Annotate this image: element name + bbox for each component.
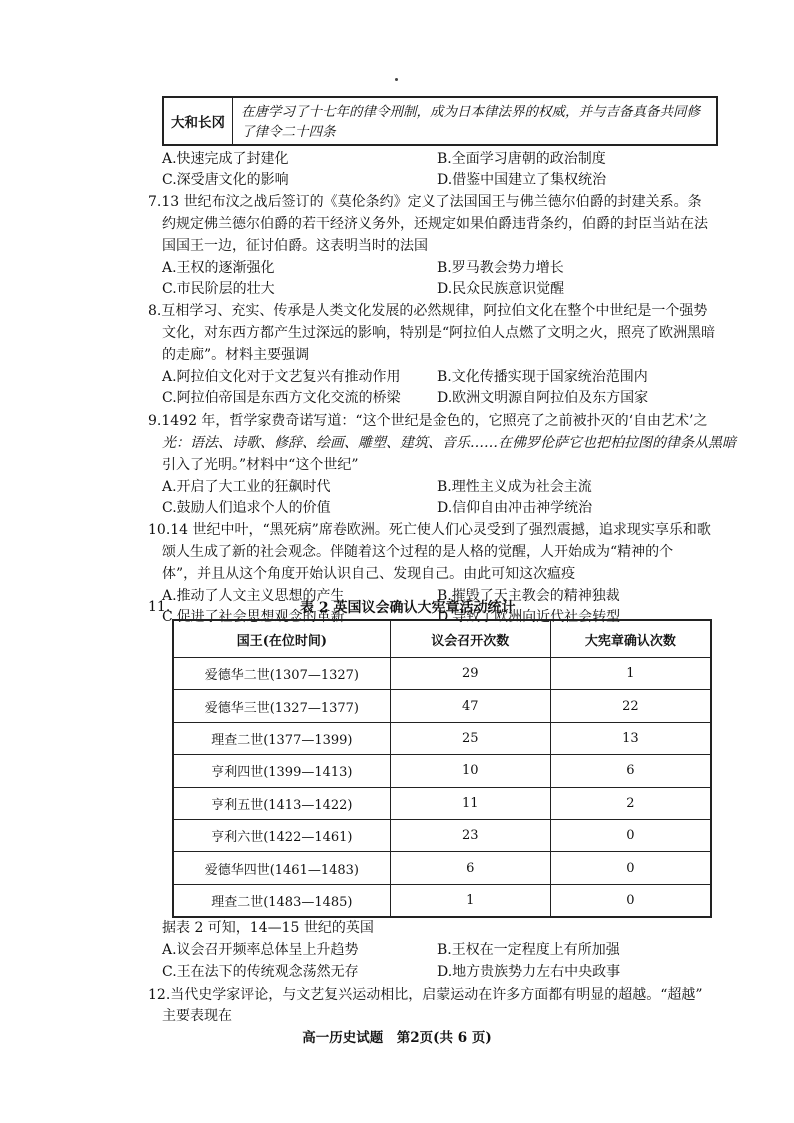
q10-stem-line2: 颂人生成了新的社会观念。伴随着这个过程的是人格的觉醒，人开始成为“精神的个 [162,544,674,560]
parliament-table [172,619,712,918]
table-row [173,722,711,754]
q7-option-a: A.王权的逐渐强化 [162,260,275,276]
cell-king: 亨利五世(1413—1422) [173,787,390,819]
cell-sessions: 29 [390,658,550,690]
top-table-name: 大和长冈 [164,98,233,144]
cell-sessions: 1 [390,884,550,917]
cell-king: 爱德华四世(1461—1483) [173,852,390,884]
cell-confirmations: 0 [550,852,711,884]
q9-option-a: A.开启了大工业的狂飙时代 [162,479,331,495]
q7-option-b: B.罗马教会势力增长 [437,260,564,276]
q7-option-d: D.民众民族意识觉醒 [437,281,565,297]
header-sessions: 议会召开次数 [390,620,550,658]
table-row [173,819,711,851]
q8-option-b: B.文化传播实现于国家统治范围内 [437,369,648,385]
cell-king: 亨利四世(1399—1413) [173,755,390,787]
cell-sessions: 23 [390,819,550,851]
table-header-row [173,620,711,658]
top-table-desc: 在唐学习了十七年的律令刑制，成为日本律法界的权威，并与吉备真备共同修了律令二十四条 [241,104,700,140]
q9-stem-line3: 引入了光明。”材料中“这个世纪” [162,457,359,473]
q10-stem-line1: 10.14 世纪中叶，“黑死病”席卷欧洲。死亡使人们心灵受到了强烈震撼，追求现实享乐和歌 [148,522,711,538]
q10-option-b: B.摧毁了天主教会的精神独裁 [437,588,620,604]
q6-option-d: D.借鉴中国建立了集权统治 [437,172,607,188]
q9-option-c: C.鼓励人们追求个人的价值 [162,500,331,516]
q8-stem-line2: 文化，对东西方都产生过深远的影响，特别是“阿拉伯人点燃了文明之火，照亮了欧洲黑暗 [162,325,716,341]
cell-sessions: 47 [390,690,550,722]
scan-speck [395,78,398,81]
table-row [173,884,711,917]
cell-confirmations: 13 [550,722,711,754]
cell-sessions: 10 [390,755,550,787]
header-king: 国王(在位时间) [173,620,390,658]
q10-option-d: D.导致了欧洲向近代社会转型 [437,609,621,625]
q11-option-b: B.王权在一定程度上有所加强 [437,942,620,958]
top-table [162,96,718,146]
table-row [173,852,711,884]
q8-stem-line1: 8.互相学习、充实、传承是人类文化发展的必然规律，阿拉伯文化在整个中世纪是一个强势 [148,303,708,319]
q11-option-a: A.议会召开频率总体呈上升趋势 [162,942,359,958]
q7-stem-line1: 7.13 世纪布汶之战后签订的《莫伦条约》定义了法国国王与佛兰德尔伯爵的封建关系。条 [148,194,702,210]
cell-sessions: 25 [390,722,550,754]
table-caption: 表 2 英国议会确认大宪章活动统计 [300,600,516,616]
cell-confirmations: 0 [550,884,711,917]
table-row [173,787,711,819]
cell-confirmations: 22 [550,690,711,722]
header-confirmations: 大宪章确认次数 [550,620,711,658]
table-row [173,658,711,690]
q6-option-a: A.快速完成了封建化 [162,151,289,167]
q7-stem-line3: 国国王一边，征讨伯爵。这表明当时的法国 [162,238,428,254]
q11-option-d: D.地方贵族势力左右中央政事 [437,964,621,980]
cell-king: 爱德华三世(1327—1377) [173,690,390,722]
q7-stem-line2: 约规定佛兰德尔伯爵的若干经济义务外，还规定如果伯爵违背条约，伯爵的封臣当站在法 [162,216,708,232]
q8-option-c: C.阿拉伯帝国是东西方文化交流的桥梁 [162,390,401,406]
q6-option-b: B.全面学习唐朝的政治制度 [437,151,606,167]
q8-option-d: D.欧洲文明源自阿拉伯及东方国家 [437,390,649,406]
q12-stem-line1: 12.当代史学家评论，与文艺复兴运动相比，启蒙运动在许多方面都有明显的超越。“超越” [148,987,703,1003]
q10-option-c: C.促进了社会思想观念的革新 [162,609,345,625]
cell-king: 亨利六世(1422—1461) [173,819,390,851]
cell-sessions: 6 [390,852,550,884]
q10-stem-line3: 体”，并且从这个角度开始认识自己、发现自己。由此可知这次瘟疫 [162,566,576,582]
table-row [173,690,711,722]
q9-option-b: B.理性主义成为社会主流 [437,479,592,495]
cell-king: 理查二世(1377—1399) [173,722,390,754]
cell-sessions: 11 [390,787,550,819]
cell-king: 理查二世(1483—1485) [173,884,390,917]
q8-option-a: A.阿拉伯文化对于文艺复兴有推动作用 [162,369,401,385]
q12-stem-line2: 主要表现在 [162,1008,232,1024]
q7-option-c: C.市民阶层的壮大 [162,281,275,297]
cell-confirmations: 6 [550,755,711,787]
cell-king: 爱德华二世(1307—1327) [173,658,390,690]
q8-stem-line3: 的走廊”。材料主要强调 [162,347,310,363]
cell-confirmations: 0 [550,819,711,851]
table-row [173,755,711,787]
q9-stem-line2: 光：语法、诗歌、修辞、绘画、雕塑、建筑、音乐……在佛罗伦萨它也把柏拉图的律条从黑暗 [162,435,736,451]
q11-stem: 据表 2 可知，14—15 世纪的英国 [162,920,374,936]
q6-option-c: C.深受唐文化的影响 [162,172,289,188]
q9-stem-line1: 9.1492 年，哲学家费奇诺写道：“这个世纪是金色的，它照亮了之前被扑灭的‘自由艺术’之 [148,413,708,429]
page-footer: 高一历史试题 第2页(共 6 页) [302,1030,492,1046]
q9-option-d: D.信仰自由冲击神学统治 [437,500,593,516]
cell-confirmations: 1 [550,658,711,690]
q10-option-a: A.推动了人文主义思想的产生 [162,588,345,604]
q11-option-c: C.王在法下的传统观念荡然无存 [162,964,359,980]
q11-number: 11. [148,599,171,615]
cell-confirmations: 2 [550,787,711,819]
